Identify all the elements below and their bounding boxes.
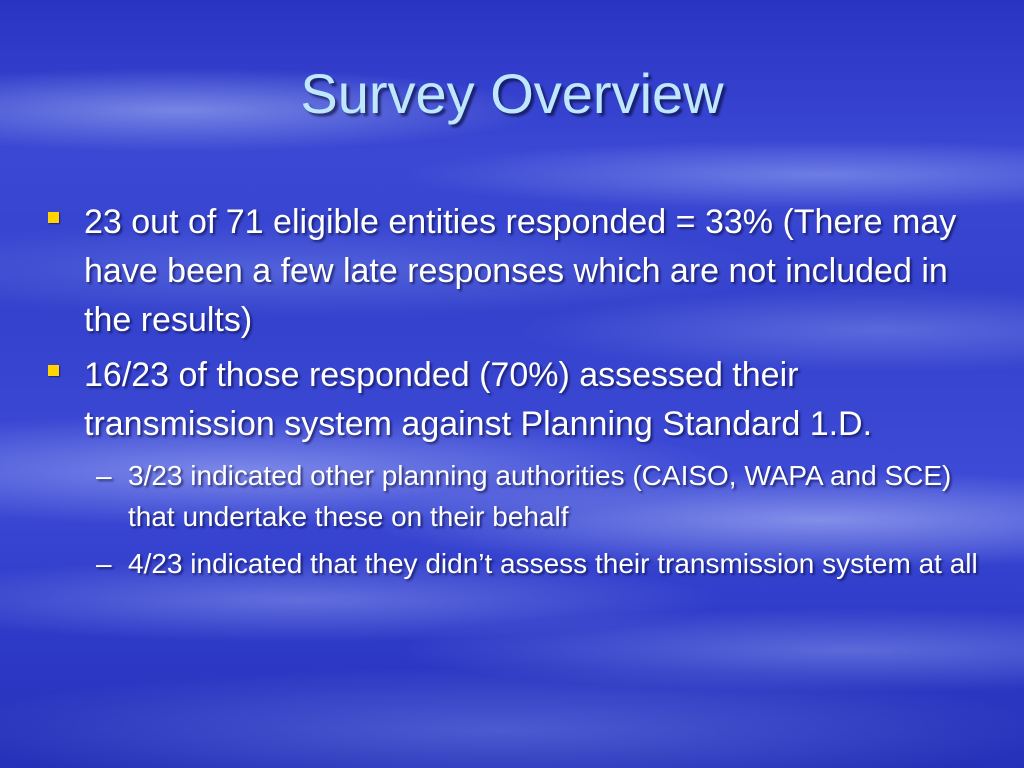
- bullet-item-2: [44, 351, 994, 449]
- sub-bullet-item-2: [44, 543, 994, 584]
- dash-marker: –: [96, 460, 112, 491]
- dash-marker: –: [96, 548, 112, 579]
- slide-body: [44, 198, 994, 590]
- square-bullet-icon: [48, 365, 59, 376]
- slide-title: Survey Overview: [300, 62, 724, 125]
- bullet-text: 16/23 of those responded (70%) assessed their transmission system against Planning Standard 1.D.: [84, 356, 873, 443]
- sub-bullet-text: 3/23 indicated other planning authorities (CAISO, WAPA and SCE) that undertake these on their behalf: [128, 460, 952, 532]
- square-bullet-icon: [48, 212, 59, 223]
- bullet-item-1: [44, 198, 994, 345]
- bullet-text: 23 out of 71 eligible entities responded = 33% (There may have been a few late responses which are not included in the results): [84, 203, 957, 339]
- sub-bullet-text: 4/23 indicated that they didn’t assess their transmission system at all: [128, 548, 978, 579]
- sub-bullet-item-1: [44, 455, 994, 537]
